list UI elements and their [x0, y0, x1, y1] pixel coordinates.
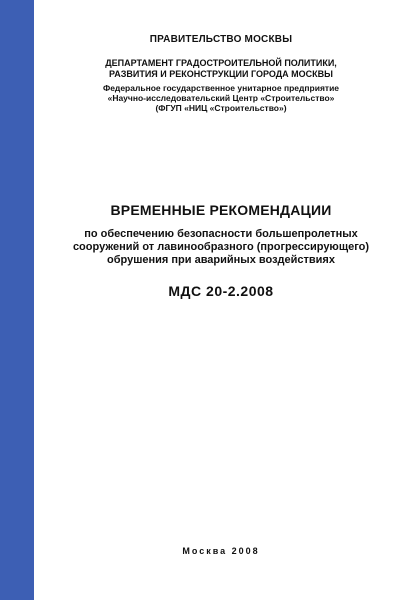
- publication-place-year-text: Москва 2008: [182, 546, 260, 556]
- cover-spine-stripe: [0, 0, 34, 600]
- publication-place-year: [34, 546, 408, 557]
- organization-line-3: (ФГУП «НИЦ «Строительство»): [155, 103, 287, 114]
- document-title: [34, 202, 408, 219]
- organization-line-1: Федеральное государственное унитарное предприятие: [102, 83, 340, 93]
- document-title-text: ВРЕМЕННЫЕ РЕКОМЕНДАЦИИ: [110, 202, 332, 218]
- organization-line-2: «Научно-исследовательский Центр «Строительство»: [107, 93, 335, 104]
- document-subtitle: [34, 228, 408, 268]
- document-code: [34, 283, 408, 300]
- department-line-1: ДЕПАРТАМЕНТ ГРАДОСТРОИТЕЛЬНОЙ ПОЛИТИКИ,: [105, 58, 337, 68]
- organization-heading: [34, 83, 408, 114]
- subtitle-line-1: по обеспечению безопасности большепролетных: [84, 228, 358, 240]
- government-heading: [34, 34, 408, 46]
- document-code-text: МДС 20-2.2008: [168, 283, 274, 299]
- department-line-2: РАЗВИТИЯ И РЕКОНСТРУКЦИИ ГОРОДА МОСКВЫ: [109, 68, 333, 79]
- subtitle-line-2: сооружений от лавинообразного (прогрессирующего): [72, 241, 370, 254]
- government-name: ПРАВИТЕЛЬСТВО МОСКВЫ: [149, 34, 293, 45]
- subtitle-line-3: обрушения при аварийных воздействиях: [107, 254, 335, 267]
- department-heading: [34, 58, 408, 80]
